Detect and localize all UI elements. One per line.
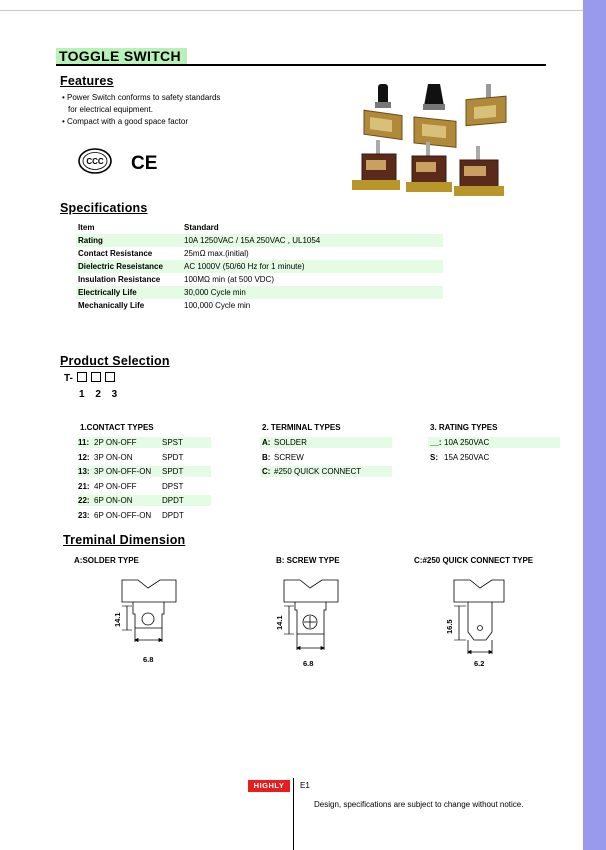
terminal-desc: SCREW <box>274 452 304 462</box>
solder-terminal-diagram <box>108 572 188 672</box>
spec-value: 10A 1250VAC / 15A 250VAC , UL1054 <box>184 236 321 245</box>
top-rule <box>0 10 583 11</box>
contact-desc: 6P ON-ON <box>94 496 133 505</box>
list-item <box>78 452 213 467</box>
spec-item: Contact Resistance <box>78 249 153 258</box>
switch-image-4 <box>352 140 400 190</box>
specifications-table <box>76 221 443 312</box>
list-item <box>78 437 213 452</box>
column-header-standard: Standard <box>184 223 219 232</box>
list-item <box>78 510 213 525</box>
rating-code: S: <box>430 452 438 462</box>
spec-item: Electrically Life <box>78 288 137 297</box>
contact-desc: 4P ON-OFF <box>94 481 137 491</box>
code-prefix: T- <box>64 373 73 384</box>
brand-logo: HIGHLY <box>248 780 290 792</box>
terminal-code: A: <box>262 438 271 447</box>
diagram-label-screw: B: SCREW TYPE <box>276 556 340 565</box>
spec-value: 100,000 Cycle min <box>184 301 251 310</box>
contact-type: DPST <box>162 481 184 491</box>
code-box-icon <box>91 372 101 382</box>
list-item <box>78 495 213 510</box>
ccc-mark-icon <box>79 149 111 173</box>
quick-connect-terminal-diagram <box>440 572 520 672</box>
dimension-width-b: 6.8 <box>303 659 314 668</box>
terminal-types <box>262 423 394 481</box>
rating-types-heading: 3. RATING TYPES <box>430 423 498 432</box>
list-item <box>78 481 213 496</box>
title-rule <box>56 64 546 66</box>
table-row <box>76 247 443 260</box>
switch-image-1 <box>364 84 402 140</box>
table-row <box>76 260 443 273</box>
rating-types <box>430 423 562 466</box>
dimension-height-b: 14.1 <box>275 615 284 630</box>
dimension-width-a: 6.8 <box>143 655 154 664</box>
features-heading: Features <box>60 74 114 88</box>
specifications-heading: Specifications <box>60 201 148 215</box>
table-row <box>76 286 443 299</box>
table-row <box>76 234 443 247</box>
rating-code: __: <box>430 438 442 447</box>
list-item <box>262 466 394 481</box>
code-positions: 1 2 3 <box>79 389 118 400</box>
feature-item: for electrical equipment. <box>68 105 153 114</box>
page-title-bar <box>56 48 546 66</box>
contact-type: SPST <box>162 438 183 447</box>
contact-code: 23: <box>78 510 90 520</box>
screw-terminal-diagram <box>270 572 350 672</box>
contact-desc: 3P ON-OFF-ON <box>94 467 152 476</box>
features-list <box>62 92 220 128</box>
product-selection-heading: Product Selection <box>60 354 170 368</box>
spec-value: 25mΩ max.(initial) <box>184 249 249 258</box>
spec-item: Mechanically Life <box>78 301 145 310</box>
terminal-desc: SOLDER <box>274 438 307 447</box>
contact-code: 12: <box>78 452 90 462</box>
contact-type: DPDT <box>162 510 184 520</box>
rating-desc: 10A 250VAC <box>444 438 490 447</box>
list-item <box>430 437 562 452</box>
terminal-dimension-heading: Treminal Dimension <box>63 533 186 547</box>
contact-type: SPDT <box>162 467 184 476</box>
switch-image-5 <box>406 142 452 192</box>
list-item <box>262 452 394 467</box>
table-header-row <box>76 221 443 234</box>
spec-value: 100MΩ min (at 500 VDC) <box>184 275 275 284</box>
switch-image-6 <box>454 146 504 196</box>
contact-code: 13: <box>78 467 90 476</box>
switch-image-2 <box>414 84 456 147</box>
spec-item: Insulation Resistance <box>78 275 161 284</box>
page-title: TOGGLE SWITCH <box>56 48 187 65</box>
ce-mark-icon: CE <box>131 153 158 174</box>
ccc-text: CCC <box>86 157 104 166</box>
feature-item: • Compact with a good space factor <box>62 117 188 126</box>
spec-value: AC 1000V (50/60 Hz for 1 minute) <box>184 262 305 271</box>
diagram-label-solder: A:SOLDER TYPE <box>74 556 139 565</box>
toggle-switch-photo <box>348 80 510 208</box>
contact-types-heading: 1.CONTACT TYPES <box>80 423 154 432</box>
contact-desc: 2P ON-OFF <box>94 438 137 447</box>
terminal-types-heading: 2. TERMINAL TYPES <box>262 423 341 432</box>
list-item <box>430 452 562 467</box>
switch-image-3 <box>466 84 506 126</box>
spec-item: Rating <box>78 236 103 245</box>
table-row <box>76 273 443 286</box>
cert-logos <box>78 148 178 176</box>
footer-divider <box>293 778 294 850</box>
dimension-height-c: 16.5 <box>445 619 454 634</box>
contact-types <box>78 423 213 524</box>
contact-code: 22: <box>78 496 90 505</box>
terminal-code: B: <box>262 452 271 462</box>
certifications <box>78 148 178 181</box>
rating-desc: 15A 250VAC <box>444 452 490 462</box>
page-number: E1 <box>300 781 310 790</box>
contact-type: DPDT <box>162 496 184 505</box>
side-tab <box>583 0 606 850</box>
spec-value: 30,000 Cycle min <box>184 288 246 297</box>
list-item <box>262 437 394 452</box>
column-header-item: Item <box>78 223 95 232</box>
dimension-width-c: 6.2 <box>474 659 485 668</box>
code-box-icon <box>77 372 87 382</box>
diagram-label-quick-connect: C:#250 QUICK CONNECT TYPE <box>414 556 534 565</box>
contact-desc: 3P ON-ON <box>94 452 133 462</box>
table-row <box>76 299 443 312</box>
model-code <box>64 372 115 384</box>
list-item <box>78 466 213 481</box>
disclaimer-note: Design, specifications are subject to change without notice. <box>314 800 524 809</box>
terminal-code: C: <box>262 467 271 476</box>
contact-desc: 6P ON-OFF-ON <box>94 510 152 520</box>
contact-code: 21: <box>78 481 90 491</box>
code-box-icon <box>105 372 115 382</box>
contact-type: SPDT <box>162 452 184 462</box>
dimension-height-a: 14.1 <box>113 612 122 627</box>
terminal-desc: #250 QUICK CONNECT <box>274 467 362 476</box>
feature-item: • Power Switch conforms to safety standards <box>62 93 221 102</box>
spec-item: Dielectric Reseistance <box>78 262 163 271</box>
contact-code: 11: <box>78 438 90 447</box>
